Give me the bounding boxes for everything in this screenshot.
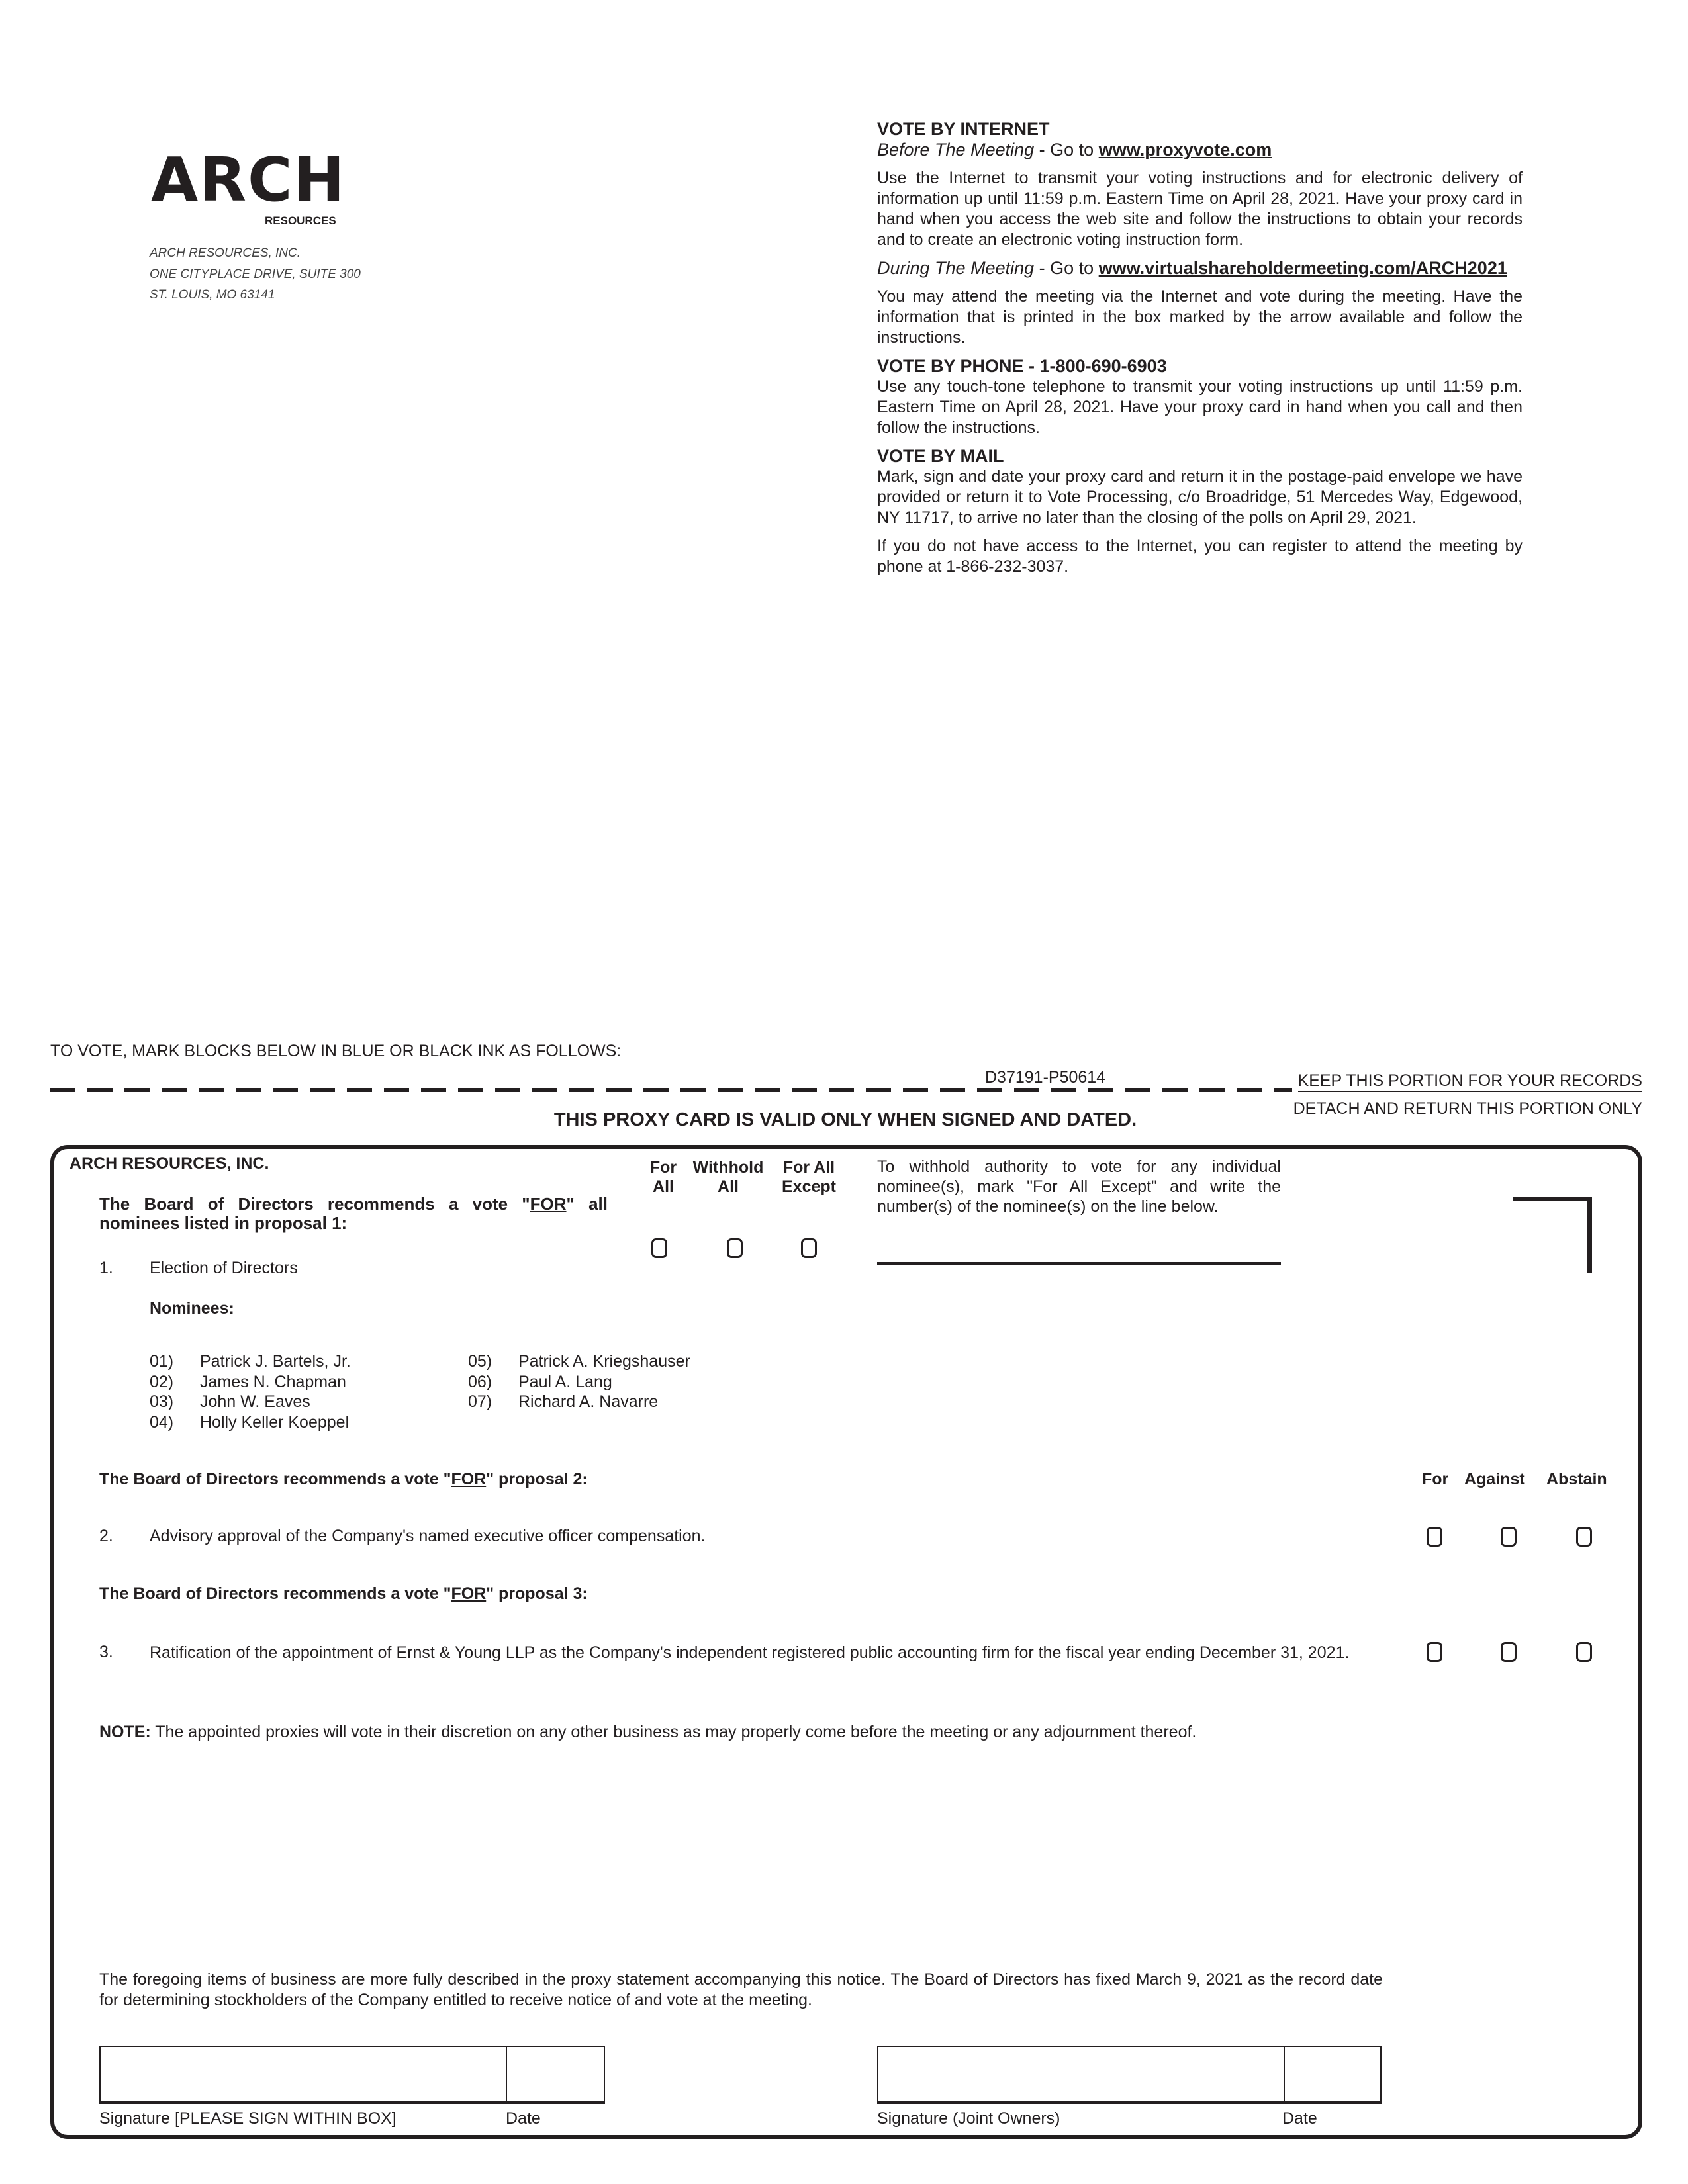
internet-title: VOTE BY INTERNET xyxy=(877,119,1050,139)
proposal-1-number: 1. xyxy=(99,1259,113,1277)
address-line: ONE CITYPLACE DRIVE, SUITE 300 xyxy=(150,267,361,281)
mark-instructions: TO VOTE, MARK BLOCKS BELOW IN BLUE OR BLACK INK AS FOLLOWS: xyxy=(50,1042,622,1060)
nominee-number: 05) xyxy=(468,1352,492,1371)
col-withhold-all: Withhold All xyxy=(692,1158,764,1196)
date-box-divider xyxy=(1284,2047,1285,2101)
proposal-1-recommendation: The Board of Directors recommends a vote "FOR" all nominees listed in proposal 1: xyxy=(99,1194,608,1233)
mail-text: Mark, sign and date your proxy card and return it in the postage-paid envelope we have provided or return it to Vote Processing, c/o Broadridge, 51 Mercedes Way, Edgewood, NY 11717, to arrive no later than the closing of the polls on April 29, 2021. xyxy=(877,467,1523,527)
arch-logo: ARCH xyxy=(151,144,346,215)
proposal-2-for-checkbox[interactable] xyxy=(1427,1527,1442,1547)
virtual-meeting-link[interactable]: www.virtualshareholdermeeting.com/ARCH2021 xyxy=(1098,258,1507,278)
nominee-number: 06) xyxy=(468,1372,492,1391)
col-abstain: Abstain xyxy=(1546,1470,1607,1488)
proposal-3-abstain-checkbox[interactable] xyxy=(1576,1642,1592,1662)
phone-text: Use any touch-tone telephone to transmit your voting instructions up until 11:59 p.m. Eastern Time on April 28, 2021. Have your proxy card in hand when you call and then follow the instructions. xyxy=(877,377,1523,437)
nominee-number: 03) xyxy=(150,1392,174,1411)
arch-logo-subtitle: RESOURCES xyxy=(265,214,336,227)
nominee-number: 01) xyxy=(150,1352,174,1371)
before-label: Before The Meeting xyxy=(877,140,1035,159)
mail-title: VOTE BY MAIL xyxy=(877,446,1004,466)
proposal-3-for-checkbox[interactable] xyxy=(1427,1642,1442,1662)
proposal-2-against-checkbox[interactable] xyxy=(1501,1527,1517,1547)
proposal-3-text: Ratification of the appointment of Ernst & Young LLP as the Company's independent registered public accounting firm for the fiscal year ending December 31, 2021. xyxy=(150,1643,1350,1662)
col-for: For xyxy=(1422,1470,1449,1488)
company-name: ARCH RESOURCES, INC. xyxy=(70,1154,269,1173)
keep-portion-label: KEEP THIS PORTION FOR YOUR RECORDS xyxy=(1298,1071,1642,1092)
nominee-number: 02) xyxy=(150,1372,174,1391)
goto: - Go to xyxy=(1034,140,1099,159)
joint-date-label: Date xyxy=(1282,2109,1317,2128)
nominee-name: James N. Chapman xyxy=(200,1372,346,1391)
withhold-all-checkbox[interactable] xyxy=(727,1238,743,1258)
nominee-number: 04) xyxy=(150,1412,174,1432)
valid-notice: THIS PROXY CARD IS VALID ONLY WHEN SIGNED AND DATED. xyxy=(553,1109,1137,1130)
phone-title: VOTE BY PHONE - 1-800-690-6903 xyxy=(877,356,1167,376)
nominee-number: 07) xyxy=(468,1392,492,1411)
proposal-1-text: Election of Directors xyxy=(150,1259,298,1277)
nominee-name: John W. Eaves xyxy=(200,1392,310,1411)
for-all-except-checkbox[interactable] xyxy=(801,1238,817,1258)
signature-box[interactable] xyxy=(99,2046,605,2104)
proposal-2-text: Advisory approval of the Company's named executive officer compensation. xyxy=(150,1527,706,1545)
detach-line xyxy=(50,1088,1292,1092)
no-internet-text: If you do not have access to the Internet, you can register to attend the meeting by phone at 1-866-232-3037. xyxy=(877,537,1523,576)
internet-text: Use the Internet to transmit your voting instructions and for electronic delivery of information up until 11:59 p.m. Eastern Time on April 28, 2021. Have your proxy card in hand when you access the web site and follow the instructions to obtain your records and to create an electronic voting instruction form. xyxy=(877,169,1523,249)
nominee-name: Paul A. Lang xyxy=(518,1372,612,1391)
signature-label: Signature [PLEASE SIGN WITHIN BOX] xyxy=(99,2109,397,2128)
joint-signature-box[interactable] xyxy=(877,2046,1382,2104)
proposal-2-abstain-checkbox[interactable] xyxy=(1576,1527,1592,1547)
proposal-2-number: 2. xyxy=(99,1527,113,1545)
proposal-3-recommendation: The Board of Directors recommends a vote "FOR" proposal 3: xyxy=(99,1584,588,1603)
foregoing-text: The foregoing items of business are more fully described in the proxy statement accompanying this notice. The Board of Directors has fixed March 9, 2021 as the record date for determining stockholders of the Company entitled to receive notice of and vote at the meeting. xyxy=(99,1970,1383,2009)
note: NOTE: The appointed proxies will vote in their discretion on any other business as may properly come before the meeting or any adjournment thereof. xyxy=(99,1723,1197,1741)
nominee-name: Richard A. Navarre xyxy=(518,1392,659,1411)
withhold-instructions: To withhold authority to vote for any individual nominee(s), mark "For All Except" and write the number(s) of the nominee(s) on the line below. xyxy=(877,1158,1281,1216)
detach-portion-label: DETACH AND RETURN THIS PORTION ONLY xyxy=(1293,1099,1642,1118)
corner-mark-icon xyxy=(1513,1197,1592,1273)
control-code: D37191-P50614 xyxy=(985,1068,1106,1087)
proposal-2-recommendation: The Board of Directors recommends a vote "FOR" proposal 2: xyxy=(99,1470,588,1488)
during-label: During The Meeting xyxy=(877,258,1035,278)
proposal-3-number: 3. xyxy=(99,1643,113,1661)
for-all-checkbox[interactable] xyxy=(651,1238,667,1258)
nominee-name: Patrick A. Kriegshauser xyxy=(518,1352,690,1371)
proxyvote-link[interactable]: www.proxyvote.com xyxy=(1098,140,1272,159)
date-box-divider xyxy=(506,2047,507,2101)
col-for-all-except: For All Except xyxy=(782,1158,836,1196)
date-label: Date xyxy=(506,2109,541,2128)
during-text: You may attend the meeting via the Internet and vote during the meeting. Have the information that is printed in the box marked by the arrow available and follow the instructions. xyxy=(877,287,1523,347)
goto: - Go to xyxy=(1034,258,1099,278)
except-nominee-line[interactable] xyxy=(877,1262,1281,1265)
nominee-name: Holly Keller Koeppel xyxy=(200,1412,350,1432)
nominee-name: Patrick J. Bartels, Jr. xyxy=(200,1352,351,1371)
proposal-3-against-checkbox[interactable] xyxy=(1501,1642,1517,1662)
address-line: ARCH RESOURCES, INC. xyxy=(150,246,301,260)
col-for-all: For All xyxy=(649,1158,677,1196)
nominees-label: Nominees: xyxy=(150,1299,234,1318)
voting-instructions xyxy=(877,119,1523,577)
col-against: Against xyxy=(1464,1470,1525,1488)
address-line: ST. LOUIS, MO 63141 xyxy=(150,288,275,302)
joint-signature-label: Signature (Joint Owners) xyxy=(877,2109,1060,2128)
